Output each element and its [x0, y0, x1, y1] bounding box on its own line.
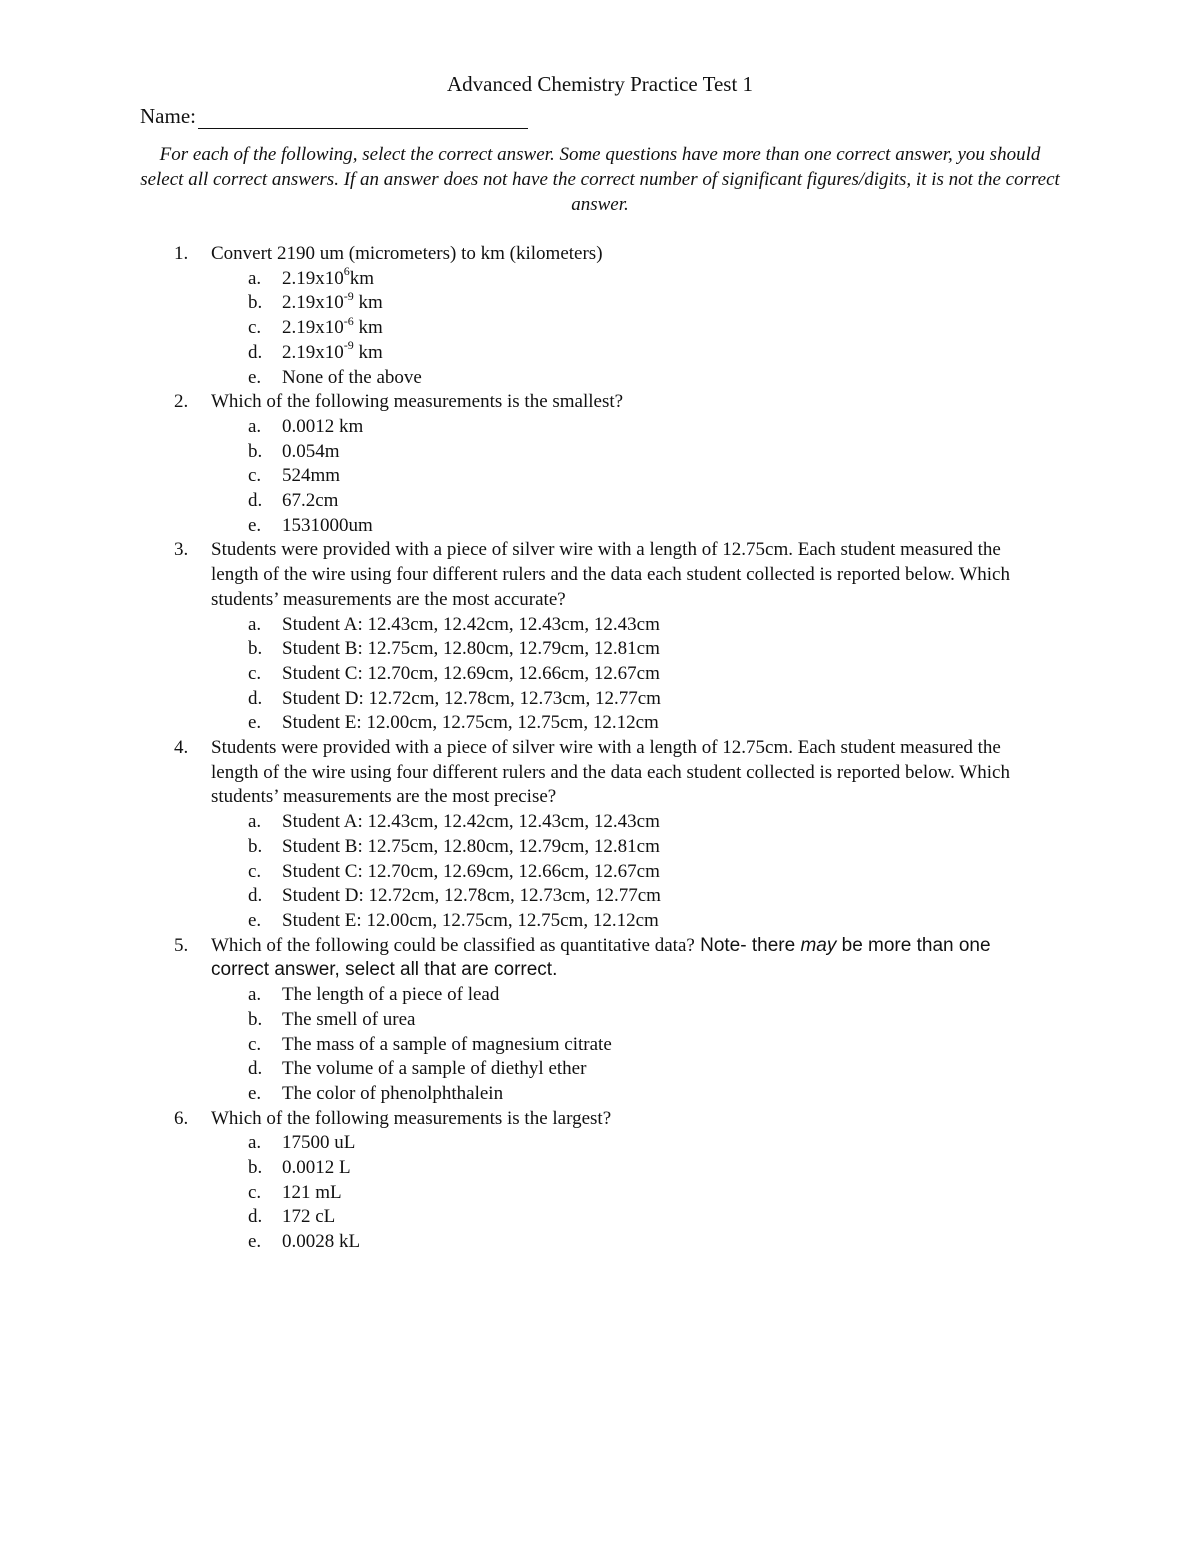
question-number: 3.	[174, 539, 189, 561]
option-text: The mass of a sample of magnesium citrate	[282, 1033, 612, 1055]
answer-option[interactable]	[0, 415, 1200, 440]
option-base: 2.19x10	[282, 317, 344, 339]
option-letter: c.	[248, 1181, 262, 1203]
option-letter: b.	[248, 1157, 263, 1179]
question-5	[0, 934, 1051, 983]
answer-option[interactable]	[0, 1057, 1200, 1082]
option-text: 524mm	[282, 465, 341, 487]
question-text: Which of the following could be classified as quantitative data?	[211, 934, 695, 956]
option-text: The length of a piece of lead	[282, 984, 500, 1006]
option-letter: d.	[248, 490, 263, 512]
option-text: None of the above	[282, 366, 422, 388]
option-letter: c.	[248, 317, 262, 339]
option-text: The volume of a sample of diethyl ether	[282, 1058, 587, 1080]
answer-option[interactable]	[0, 637, 1200, 662]
option-letter: e.	[248, 366, 262, 388]
option-text: 0.054m	[282, 440, 340, 462]
option-text: 0.0012 L	[282, 1157, 351, 1179]
option-text: Student E: 12.00cm, 12.75cm, 12.75cm, 12.12cm	[282, 712, 659, 734]
option-base: 2.19x10	[282, 292, 344, 314]
answer-option[interactable]	[0, 489, 1200, 514]
question-number: 1.	[174, 243, 189, 264]
option-letter: d.	[248, 341, 263, 363]
answer-option[interactable]	[0, 366, 1200, 391]
option-base: 2.19x10	[282, 267, 344, 289]
question-text: Students were provided with a piece of silver wire with a length of 12.75cm. Each student measured the length of the wire using four different rulers and the data each student collected is reported below. Which students’ measurements are the most accurate?	[211, 539, 1010, 610]
option-unit: km	[349, 267, 375, 289]
option-text: Student D: 12.72cm, 12.78cm, 12.73cm, 12.77cm	[282, 885, 661, 907]
answer-option[interactable]	[0, 313, 1200, 341]
question-1	[0, 242, 1051, 267]
option-text: Student C: 12.70cm, 12.69cm, 12.66cm, 12.67cm	[282, 860, 660, 882]
option-letter: e.	[248, 1231, 262, 1253]
option-text: 0.0028 kL	[282, 1231, 361, 1253]
option-exponent: -9	[343, 289, 354, 304]
option-letter: d.	[248, 687, 263, 709]
question-number: 6.	[174, 1107, 189, 1129]
option-letter: a.	[248, 811, 262, 833]
option-text: The smell of urea	[282, 1008, 416, 1030]
option-exponent: 6	[343, 264, 350, 279]
option-letter: e.	[248, 1082, 262, 1104]
answer-option[interactable]	[0, 464, 1200, 489]
option-letter: c.	[248, 1033, 262, 1055]
question-text: Which of the following measurements is the largest?	[211, 1107, 612, 1129]
option-text: Student B: 12.75cm, 12.80cm, 12.79cm, 12.81cm	[282, 638, 660, 660]
answer-option[interactable]	[0, 264, 1200, 292]
instructions: For each of the following, select the correct answer. Some questions have more than one correct answer, you should select all correct answers. If an answer does not have the correct number of significant figures/digits, it is not the correct answer.	[140, 144, 1060, 215]
option-text	[282, 289, 383, 314]
option-text: Student C: 12.70cm, 12.69cm, 12.66cm, 12.67cm	[282, 662, 660, 684]
answer-option[interactable]	[0, 835, 1200, 860]
option-text: 1531000um	[282, 514, 373, 536]
answer-option[interactable]	[0, 1082, 1200, 1107]
question-text: Students were provided with a piece of silver wire with a length of 12.75cm. Each student measured the length of the wire using four different rulers and the data each student collected is reported below. Which students’ measurements are the most precise?	[211, 737, 1010, 808]
name-label: Name:	[140, 104, 196, 128]
option-letter: b.	[248, 835, 263, 857]
option-letter: b.	[248, 292, 263, 314]
option-text: 17500 uL	[282, 1132, 356, 1154]
answer-option[interactable]	[0, 662, 1200, 687]
page-title: Advanced Chemistry Practice Test 1	[446, 72, 754, 96]
answer-option[interactable]	[0, 983, 1200, 1008]
question-list	[0, 242, 1200, 1255]
option-text: 172 cL	[282, 1206, 336, 1228]
question-number: 2.	[174, 391, 189, 413]
option-text: Student B: 12.75cm, 12.80cm, 12.79cm, 12.81cm	[282, 835, 660, 857]
answer-option[interactable]	[0, 514, 1200, 539]
option-unit: km	[353, 341, 383, 363]
answer-option[interactable]	[0, 810, 1200, 835]
question-number: 5.	[174, 934, 189, 956]
option-text: The color of phenolphthalein	[282, 1082, 504, 1104]
option-letter: e.	[248, 514, 262, 536]
answer-option[interactable]	[0, 1131, 1200, 1156]
option-letter: b.	[248, 1008, 263, 1030]
option-letter: c.	[248, 662, 262, 684]
answer-option[interactable]	[0, 1181, 1200, 1206]
question-4	[0, 736, 1051, 810]
option-letter: a.	[248, 267, 262, 289]
note-emphasis: may	[800, 934, 837, 956]
option-letter: a.	[248, 984, 262, 1006]
answer-option[interactable]	[0, 884, 1200, 909]
answer-option[interactable]	[0, 711, 1200, 736]
answer-option[interactable]	[0, 291, 1200, 316]
option-text: 121 mL	[282, 1181, 342, 1203]
option-unit: km	[353, 292, 383, 314]
option-exponent: -9	[343, 338, 354, 353]
option-unit: km	[353, 317, 383, 339]
option-letter: a.	[248, 415, 262, 437]
question-3	[0, 538, 1051, 612]
option-letter: e.	[248, 909, 262, 931]
question-number: 4.	[174, 737, 189, 759]
option-text: Student A: 12.43cm, 12.42cm, 12.43cm, 12.43cm	[282, 811, 660, 833]
answer-option[interactable]	[0, 1205, 1200, 1230]
option-letter: e.	[248, 712, 262, 734]
option-letter: b.	[248, 638, 263, 660]
option-text: Student A: 12.43cm, 12.42cm, 12.43cm, 12.43cm	[282, 613, 660, 635]
option-base: 2.19x10	[282, 341, 344, 363]
note-prefix: Note- there	[694, 934, 801, 956]
name-blank-line[interactable]	[198, 106, 528, 129]
answer-option[interactable]	[0, 687, 1200, 712]
option-letter: d.	[248, 885, 263, 907]
answer-option[interactable]	[0, 1008, 1200, 1033]
answer-option[interactable]	[0, 338, 1200, 366]
answer-option[interactable]	[0, 440, 1200, 465]
option-text: Student E: 12.00cm, 12.75cm, 12.75cm, 12.12cm	[282, 909, 659, 931]
option-letter: a.	[248, 1132, 262, 1154]
answer-option[interactable]	[0, 1033, 1200, 1058]
option-exponent: -6	[343, 313, 354, 328]
option-letter: c.	[248, 465, 262, 487]
answer-option[interactable]	[0, 1230, 1200, 1255]
option-text: 67.2cm	[282, 490, 339, 512]
option-text: 0.0012 km	[282, 415, 364, 437]
option-text	[282, 313, 383, 339]
answer-option[interactable]	[0, 909, 1200, 934]
option-text	[282, 264, 375, 289]
option-text	[282, 338, 383, 363]
option-letter: d.	[248, 1058, 263, 1080]
answer-option[interactable]	[0, 613, 1200, 638]
option-text: Student D: 12.72cm, 12.78cm, 12.73cm, 12.77cm	[282, 687, 661, 709]
question-6	[0, 1107, 1051, 1132]
answer-option[interactable]	[0, 860, 1200, 885]
option-letter: c.	[248, 860, 262, 882]
note-suffix: be more than one correct answer, select all that are correct.	[211, 934, 991, 981]
question-text: Convert 2190 um (micrometers) to km (kilometers)	[211, 243, 603, 264]
name-row	[140, 104, 528, 129]
option-letter: b.	[248, 440, 263, 462]
question-text: Which of the following measurements is the smallest?	[211, 391, 624, 413]
option-letter: d.	[248, 1206, 263, 1228]
question-2	[0, 390, 1051, 415]
option-letter: a.	[248, 613, 262, 635]
answer-option[interactable]	[0, 1156, 1200, 1181]
